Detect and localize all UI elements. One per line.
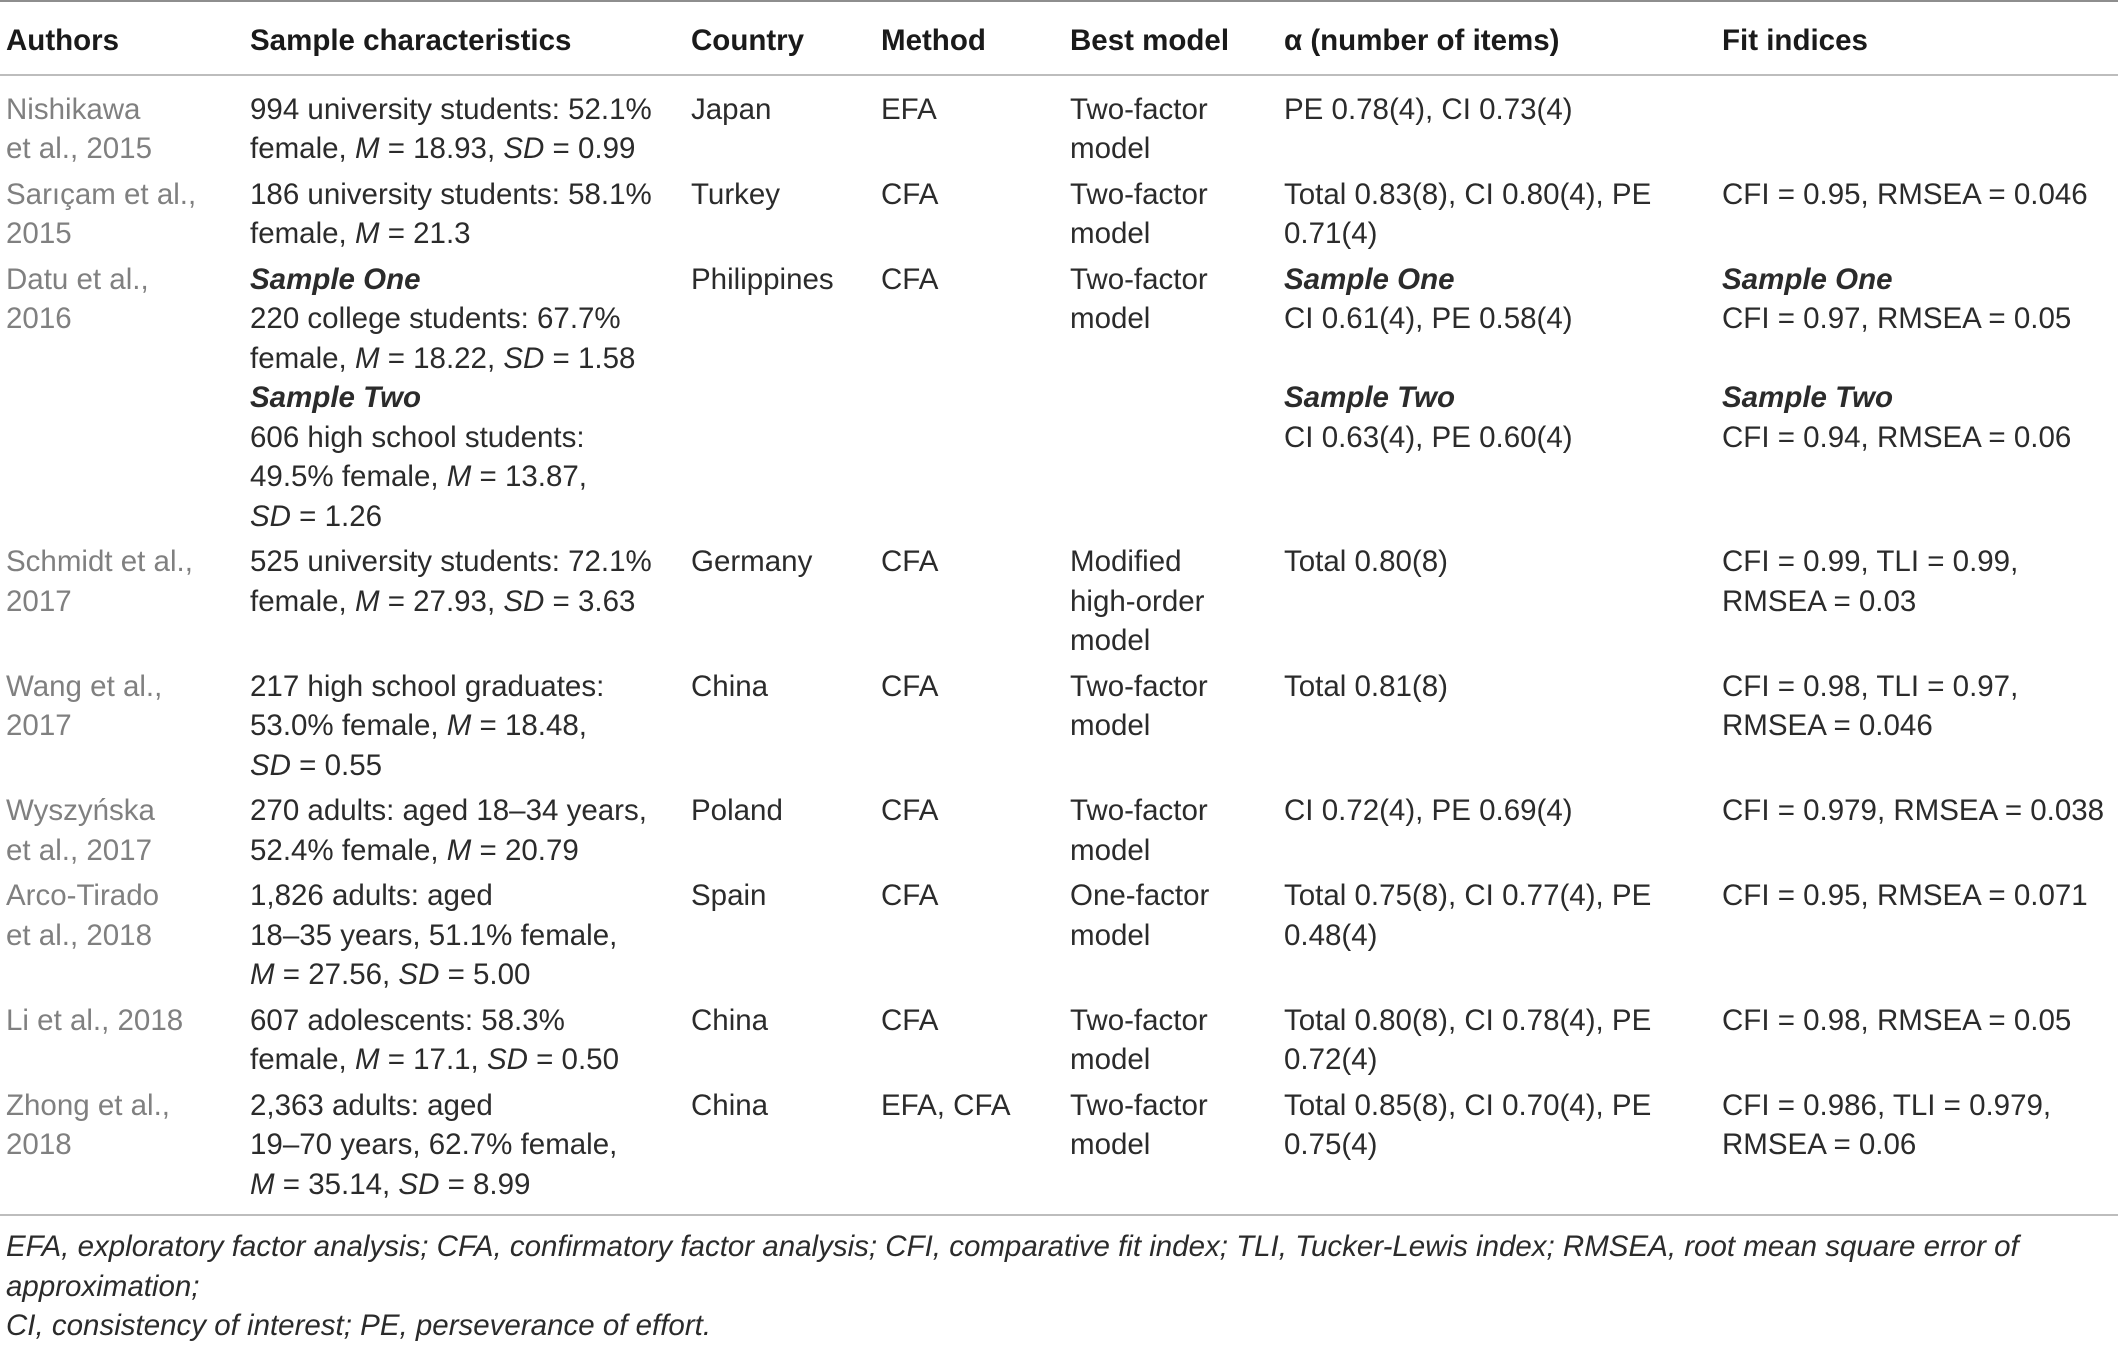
header-alpha: α (number of items) (1278, 1, 1716, 75)
alpha-line: 0.75(4) (1284, 1128, 1378, 1161)
sample-line: 2,363 adults: aged (250, 1088, 493, 1122)
model-line: model (1070, 624, 1151, 657)
cell-method: CFA (881, 177, 939, 211)
cell-model (1064, 1080, 1278, 1215)
cell-alpha (1278, 536, 1716, 661)
model-line: model (1070, 217, 1151, 250)
cell-model (1064, 870, 1278, 995)
alpha-line: CI 0.61(4), PE 0.58(4) (1284, 302, 1573, 335)
model-line: model (1070, 302, 1151, 335)
sample-two-label: Sample Two (1284, 381, 1456, 414)
model-line: Two-factor (1070, 177, 1208, 211)
cell-author (0, 254, 244, 537)
table-row (0, 169, 2118, 254)
alpha-line: CI 0.72(4), PE 0.69(4) (1284, 794, 1573, 827)
header-method: Method (875, 1, 1064, 75)
model-line: model (1070, 918, 1151, 952)
author-line: Arco-Tirado (6, 879, 160, 912)
cell-author (0, 995, 244, 1080)
cell-fit (1716, 75, 2118, 169)
header-sample: Sample characteristics (244, 1, 685, 75)
alpha-line: Total 0.80(8) (1284, 545, 1448, 578)
cell-method: CFA (881, 879, 939, 912)
sample-line: M = 35.14, SD = 8.99 (250, 1167, 531, 1201)
cell-country: China (691, 1003, 769, 1037)
sample-one-label: Sample One (1284, 262, 1455, 296)
alpha-line: 0.72(4) (1284, 1043, 1378, 1076)
sample-line: female, M = 17.1, SD = 0.50 (250, 1043, 619, 1076)
table-row (0, 536, 2118, 661)
cell-method: CFA (881, 669, 939, 703)
author-line: Wang et al., (6, 669, 163, 703)
sample-two-label: Sample Two (1722, 381, 1894, 414)
cell-model (1064, 536, 1278, 661)
author-line: 2016 (6, 302, 72, 335)
sample-line: 1,826 adults: aged (250, 879, 493, 912)
cell-alpha (1278, 785, 1716, 870)
cell-alpha (1278, 169, 1716, 254)
cell-author (0, 169, 244, 254)
cell-model (1064, 169, 1278, 254)
header-country: Country (685, 1, 875, 75)
table-row (0, 254, 2118, 537)
author-line: 2017 (6, 584, 72, 618)
cell-sample (244, 995, 685, 1080)
author-line: 2018 (6, 1128, 72, 1161)
model-line: Two-factor (1070, 1088, 1208, 1122)
sample-line: 270 adults: aged 18–34 years, (250, 794, 647, 827)
model-line: Modified (1070, 545, 1182, 578)
alpha-line: Total 0.75(8), CI 0.77(4), PE (1284, 879, 1652, 912)
cell-author (0, 536, 244, 661)
model-line: Two-factor (1070, 794, 1208, 827)
footnote-line: CI, consistency of interest; PE, perseverance of effort. (6, 1309, 712, 1342)
sample-line: 53.0% female, M = 18.48, (250, 709, 587, 742)
sample-line: female, M = 21.3 (250, 217, 471, 250)
fit-line: RMSEA = 0.046 (1722, 709, 1933, 742)
cell-model (1064, 254, 1278, 537)
model-line: Two-factor (1070, 1003, 1208, 1037)
alpha-line: CI 0.63(4), PE 0.60(4) (1284, 420, 1573, 454)
cell-method: CFA (881, 262, 939, 296)
author-line: et al., 2017 (6, 833, 152, 867)
cell-model (1064, 661, 1278, 786)
model-line: model (1070, 833, 1151, 867)
author-line: Schmidt et al., (6, 545, 193, 578)
cell-country: China (691, 669, 769, 703)
cell-sample (244, 785, 685, 870)
sample-line: 186 university students: 58.1% (250, 177, 652, 211)
cell-alpha (1278, 254, 1716, 537)
cell-method: CFA (881, 545, 939, 578)
spacer (1722, 339, 2114, 379)
table-row (0, 661, 2118, 786)
header-best-model: Best model (1064, 1, 1278, 75)
table-row (0, 995, 2118, 1080)
alpha-line: 0.71(4) (1284, 217, 1378, 250)
author-line: Wyszyńska (6, 794, 155, 827)
cell-country: Turkey (691, 177, 781, 211)
cell-fit: CFI = 0.95, RMSEA = 0.071 (1722, 879, 2088, 912)
sample-one-label: Sample One (250, 262, 421, 296)
alpha-line: Total 0.83(8), CI 0.80(4), PE (1284, 177, 1652, 211)
cell-sample (244, 1080, 685, 1215)
cell-country: Philippines (691, 262, 834, 296)
cell-country: Germany (691, 545, 813, 578)
sample-one-label: Sample One (1722, 262, 1893, 296)
sample-line: 217 high school graduates: (250, 669, 605, 703)
sample-line: 525 university students: 72.1% (250, 545, 652, 578)
model-line: model (1070, 1043, 1151, 1076)
cell-model (1064, 995, 1278, 1080)
model-line: model (1070, 1128, 1151, 1161)
sample-line: SD = 0.55 (250, 748, 383, 782)
fit-line: RMSEA = 0.06 (1722, 1128, 1917, 1161)
sample-line: female, M = 27.93, SD = 3.63 (250, 584, 636, 618)
author-line: 2015 (6, 217, 72, 250)
cell-model (1064, 75, 1278, 169)
cell-fit (1716, 254, 2118, 537)
cell-author (0, 75, 244, 169)
cell-country: China (691, 1088, 769, 1122)
cell-country: Japan (691, 92, 772, 126)
cell-method: CFA (881, 1003, 939, 1037)
header-fit: Fit indices (1716, 1, 2118, 75)
alpha-line: Total 0.81(8) (1284, 669, 1448, 703)
author-line: Zhong et al., (6, 1088, 170, 1122)
spacer (1284, 339, 1712, 379)
model-line: high-order (1070, 584, 1205, 618)
author-line: Datu et al., (6, 262, 149, 296)
fit-line: RMSEA = 0.03 (1722, 584, 1917, 618)
alpha-line: Total 0.80(8), CI 0.78(4), PE (1284, 1003, 1652, 1037)
model-line: One-factor (1070, 879, 1210, 912)
cell-author (0, 1080, 244, 1215)
sample-line: female, M = 18.22, SD = 1.58 (250, 341, 636, 375)
fit-line: CFI = 0.97, RMSEA = 0.05 (1722, 302, 2072, 335)
model-line: model (1070, 132, 1151, 165)
table-body (0, 75, 2118, 1215)
model-line: Two-factor (1070, 92, 1208, 126)
fit-line: CFI = 0.986, TLI = 0.979, (1722, 1088, 2052, 1122)
cell-fit: CFI = 0.979, RMSEA = 0.038 (1722, 794, 2105, 827)
cell-fit: CFI = 0.95, RMSEA = 0.046 (1722, 177, 2088, 211)
sample-line: M = 27.56, SD = 5.00 (250, 958, 531, 991)
sample-line: 607 adolescents: 58.3% (250, 1003, 565, 1037)
fit-line: CFI = 0.98, TLI = 0.97, (1722, 669, 2019, 703)
cell-country: Spain (691, 879, 767, 912)
cell-author (0, 661, 244, 786)
table-row (0, 1080, 2118, 1215)
cell-method: CFA (881, 794, 939, 827)
cell-method: EFA, CFA (881, 1088, 1011, 1122)
sample-line: 18–35 years, 51.1% female, (250, 918, 618, 952)
sample-line: 220 college students: 67.7% (250, 302, 621, 335)
sample-line: 49.5% female, M = 13.87, (250, 460, 587, 493)
author-line: et al., 2018 (6, 918, 152, 952)
sample-line: 19–70 years, 62.7% female, (250, 1128, 618, 1161)
cell-sample (244, 536, 685, 661)
cell-fit: CFI = 0.98, RMSEA = 0.05 (1722, 1003, 2072, 1037)
model-line: Two-factor (1070, 669, 1208, 703)
author-line: et al., 2015 (6, 132, 152, 165)
cell-author (0, 870, 244, 995)
model-line: Two-factor (1070, 262, 1208, 296)
fit-line: CFI = 0.94, RMSEA = 0.06 (1722, 420, 2072, 454)
alpha-line: PE 0.78(4), CI 0.73(4) (1284, 92, 1573, 126)
cell-alpha (1278, 995, 1716, 1080)
alpha-line: Total 0.85(8), CI 0.70(4), PE (1284, 1088, 1652, 1122)
cell-alpha (1278, 75, 1716, 169)
author-line: 2017 (6, 709, 72, 742)
cell-alpha (1278, 1080, 1716, 1215)
sample-line: 994 university students: 52.1% (250, 92, 652, 126)
table-row (0, 75, 2118, 169)
cell-country: Poland (691, 794, 783, 827)
author-line: Sarıçam et al., (6, 177, 197, 211)
cell-sample (244, 870, 685, 995)
cell-model (1064, 785, 1278, 870)
fit-line: CFI = 0.99, TLI = 0.99, (1722, 545, 2019, 578)
author-line: Li et al., 2018 (6, 1003, 184, 1037)
cell-fit (1716, 661, 2118, 786)
author-line: Nishikawa (6, 92, 141, 126)
cell-sample (244, 254, 685, 537)
cell-method: EFA (881, 92, 937, 126)
sample-line: SD = 1.26 (250, 499, 383, 533)
cell-alpha (1278, 661, 1716, 786)
cell-author (0, 785, 244, 870)
sample-line: 606 high school students: (250, 420, 585, 454)
footnote-line: EFA, exploratory factor analysis; CFA, confirmatory factor analysis; CFI, comparative fit index; TLI, Tucker-Lewis index; RMSEA, root mean square error of approximation; (6, 1230, 2019, 1303)
alpha-line: 0.48(4) (1284, 918, 1378, 952)
table-header (0, 1, 2118, 75)
cell-sample (244, 169, 685, 254)
table-row (0, 870, 2118, 995)
header-row (0, 1, 2118, 75)
cell-alpha (1278, 870, 1716, 995)
table-row (0, 785, 2118, 870)
sample-line: 52.4% female, M = 20.79 (250, 833, 579, 867)
header-authors: Authors (0, 1, 244, 75)
cell-fit (1716, 1080, 2118, 1215)
cell-sample (244, 661, 685, 786)
sample-two-label: Sample Two (250, 381, 422, 414)
cell-sample (244, 75, 685, 169)
model-line: model (1070, 709, 1151, 742)
sample-line: female, M = 18.93, SD = 0.99 (250, 132, 636, 165)
table-footnote (0, 1214, 2118, 1346)
cell-fit (1716, 536, 2118, 661)
